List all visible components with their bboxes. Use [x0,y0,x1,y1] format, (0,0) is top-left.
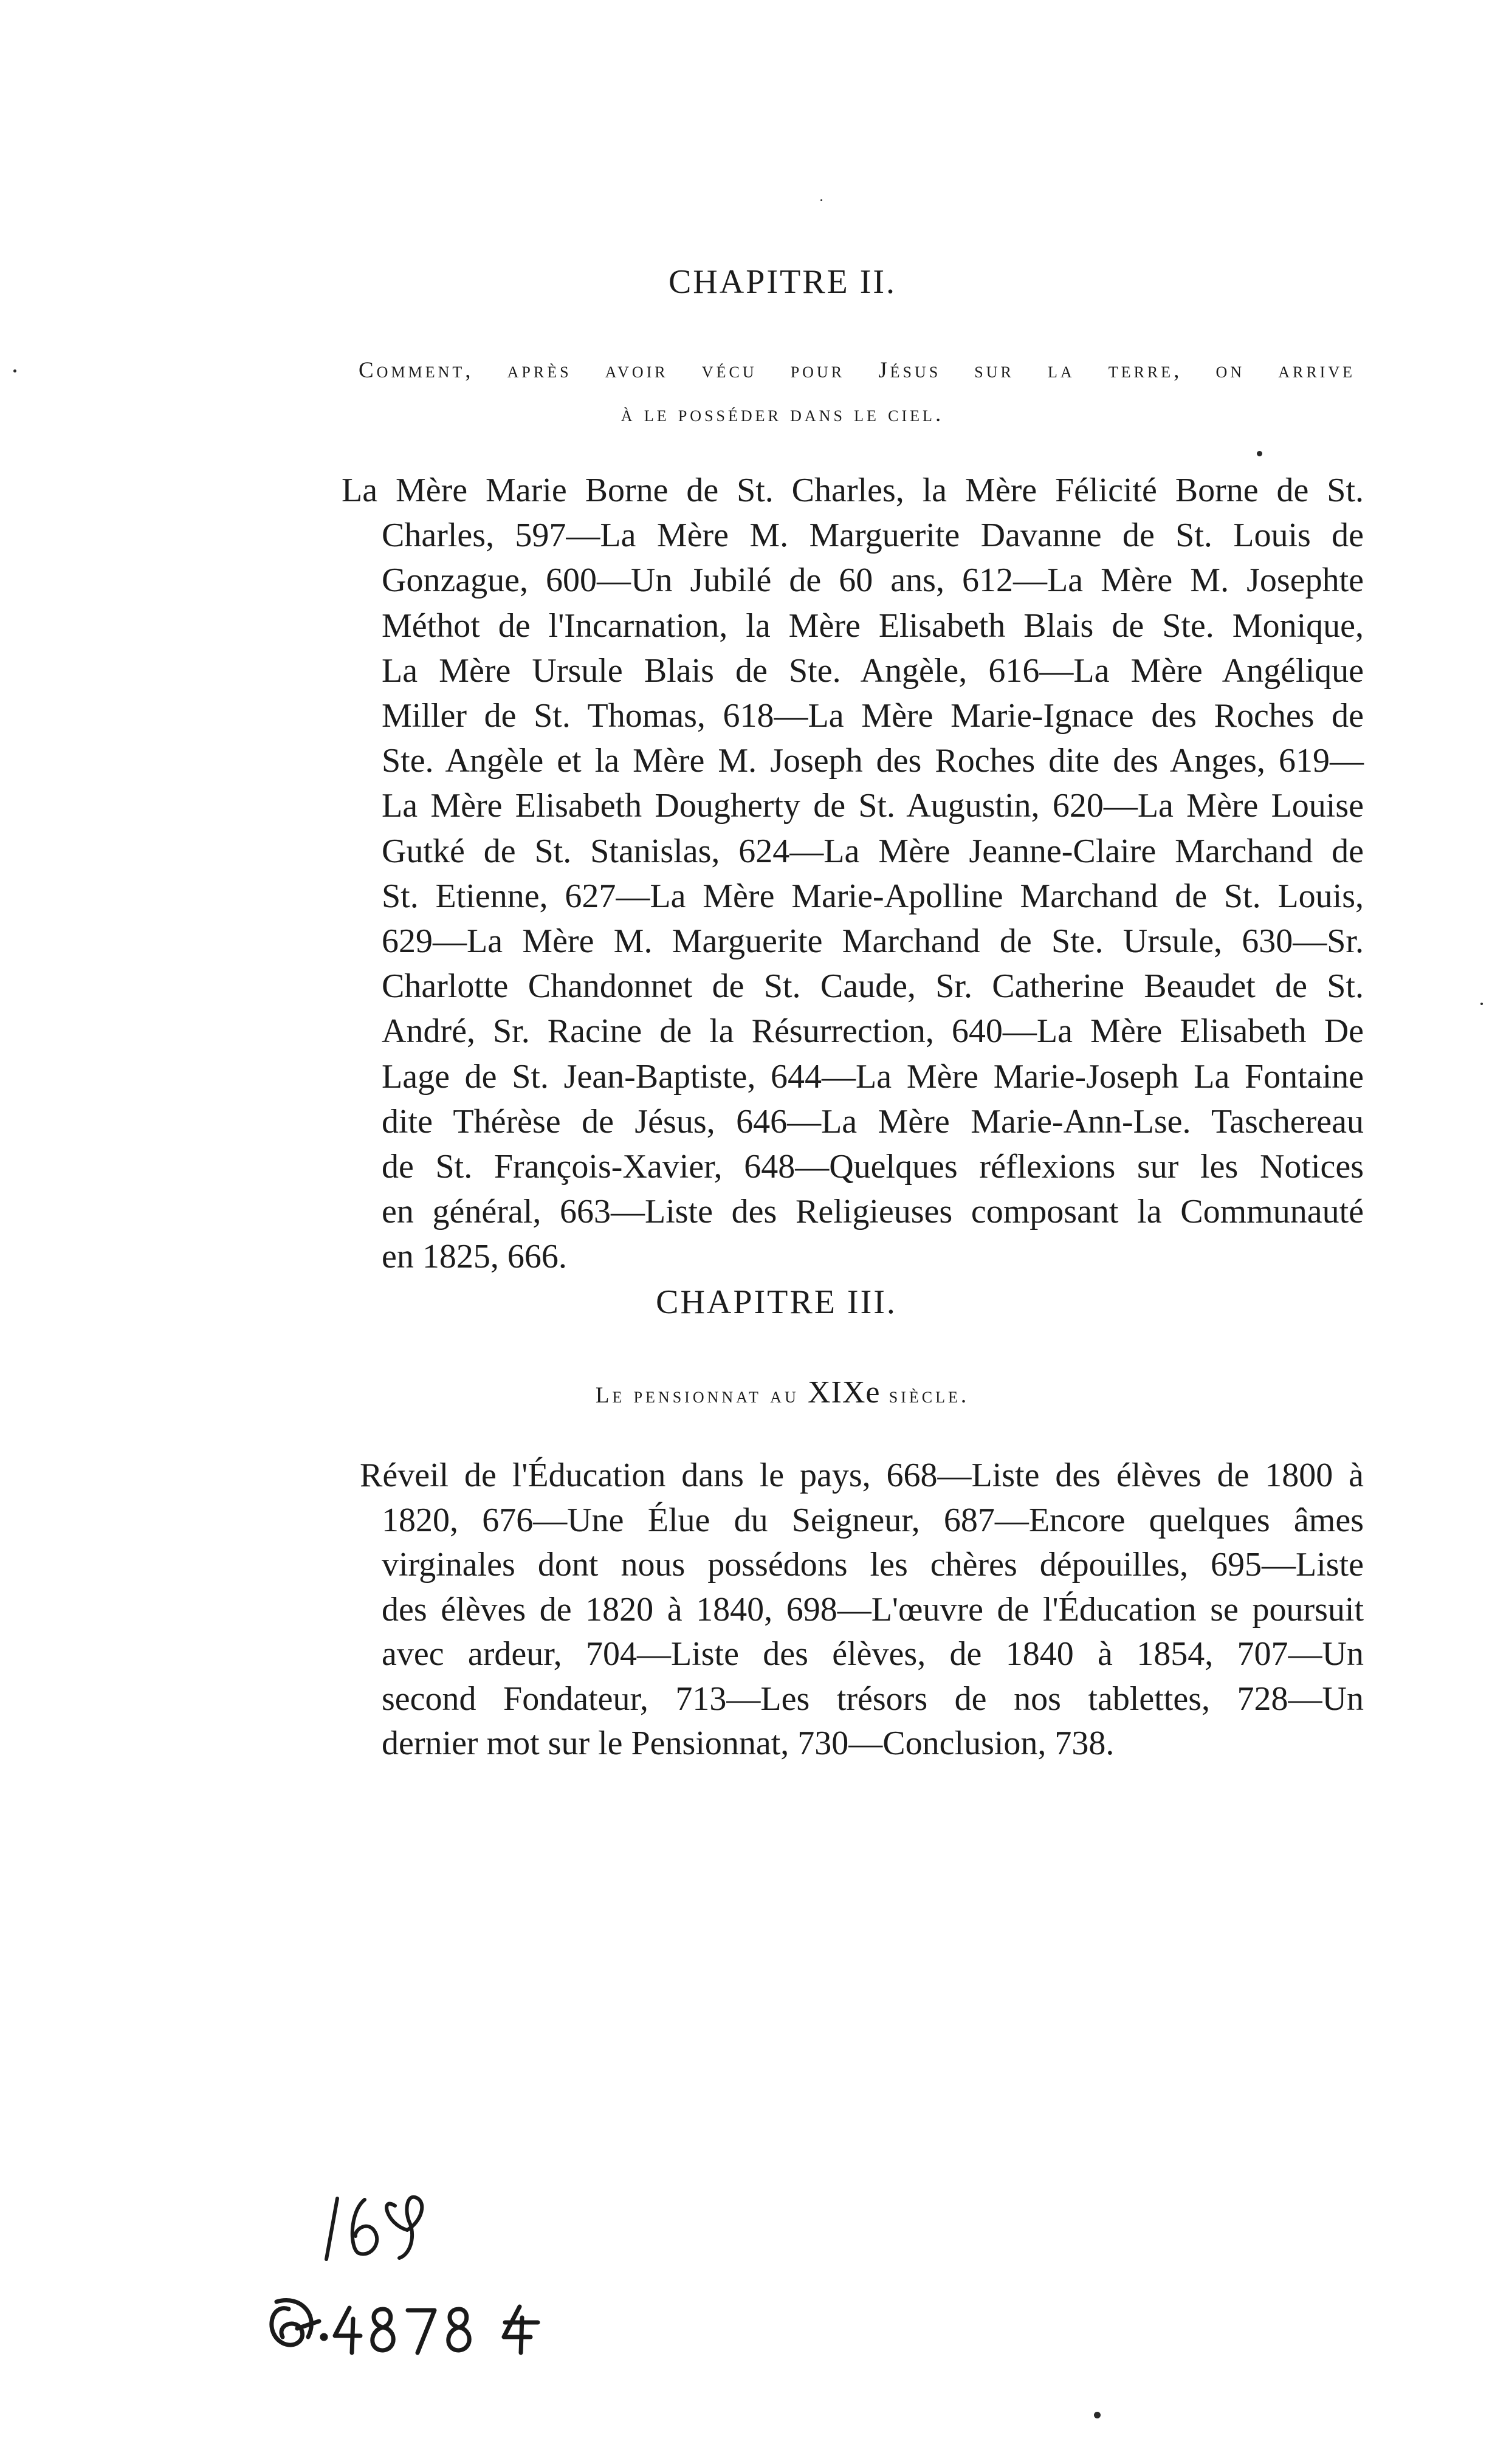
print-speck [1094,2412,1101,2418]
text-line: Méthot de l'Incarnation, la Mère Elisabeth Blais de Ste. Monique, [382,606,1364,645]
text-line: en 1825, 666. [382,1238,567,1276]
text-line: La Mère Marie Borne de St. Charles, la Mère Félicité Borne de St. [342,472,1364,509]
text-line: La Mère Elisabeth Dougherty de St. Augustin, 620—La Mère Louise [382,787,1364,825]
text-line: dernier mot sur le Pensionnat, 730—Conclusion, 738. [382,1724,1115,1762]
text-line: dite Thérèse de Jésus, 646—La Mère Marie-Ann-Lse. Taschereau [382,1102,1364,1141]
text-line: virginales dont nous possédons les chères dépouilles, 695—Liste [382,1546,1364,1584]
chapter-3-subtitle-numeral: XIXe [808,1375,881,1410]
text-line: André, Sr. Racine de la Résurrection, 640—La Mère Elisabeth De [382,1012,1364,1051]
text-line: Réveil de l'Éducation dans le pays, 668—Liste des élèves de 1800 à [360,1457,1364,1494]
text-line: Miller de St. Thomas, 618—La Mère Marie-Ignace des Roches de [382,697,1364,735]
chapter-3-subtitle-pre: Le pensionnat au [595,1383,808,1408]
print-speck [13,369,16,372]
chapter-2-title: CHAPITRE II. [668,263,897,301]
text-line: 629—La Mère M. Marguerite Marchand de Ste. Ursule, 630—Sr. [382,922,1364,960]
chapter-2-subtitle-line-1: Comment, après avoir vécu pour Jésus sur la terre, on arrive [359,358,1355,383]
text-line: La Mère Ursule Blais de Ste. Angèle, 616—La Mère Angélique [382,651,1364,690]
text-line: second Fondateur, 713—Les trésors de nos tablettes, 728—Un [382,1680,1364,1718]
text-line: Gutké de St. Stanislas, 624—La Mère Jeanne-Claire Marchand de [382,832,1364,870]
text-line: 1820, 676—Une Élue du Seigneur, 687—Encore quelques âmes [382,1501,1364,1539]
chapter-3-subtitle-post: siècle. [880,1383,970,1408]
text-line: avec ardeur, 704—Liste des élèves, de 1840 à 1854, 707—Un [382,1635,1364,1673]
text-line: des élèves de 1820 à 1840, 698—L'œuvre de l'Éducation se poursuit [382,1590,1364,1628]
text-line: en général, 663—Liste des Religieuses composant la Communauté [382,1193,1364,1231]
text-line: Lage de St. Jean-Baptiste, 644—La Mère Marie-Joseph La Fontaine [382,1057,1364,1096]
text-line: St. Etienne, 627—La Mère Marie-Apolline Marchand de St. Louis, [382,877,1364,915]
print-speck [1257,451,1262,456]
chapter-3-title: CHAPITRE III. [656,1283,897,1321]
chapter-2-subtitle-line-2: à le posséder dans le ciel. [621,402,944,427]
chapter-3-subtitle [0,1374,1492,1410]
text-line: Charlotte Chandonnet de St. Caude, Sr. Catherine Beaudet de St. [382,967,1364,1006]
print-speck [1480,1003,1483,1005]
text-line: Gonzague, 600—Un Jubilé de 60 ans, 612—La Mère M. Josephte [382,561,1364,600]
text-line: Ste. Angèle et la Mère M. Joseph des Roches dite des Anges, 619— [382,742,1364,780]
text-line: Charles, 597—La Mère M. Marguerite Davanne de St. Louis de [382,516,1364,555]
text-line: de St. François-Xavier, 648—Quelques réflexions sur les Notices [382,1148,1364,1186]
print-speck [820,199,822,201]
handwritten-call-number [258,2188,574,2382]
